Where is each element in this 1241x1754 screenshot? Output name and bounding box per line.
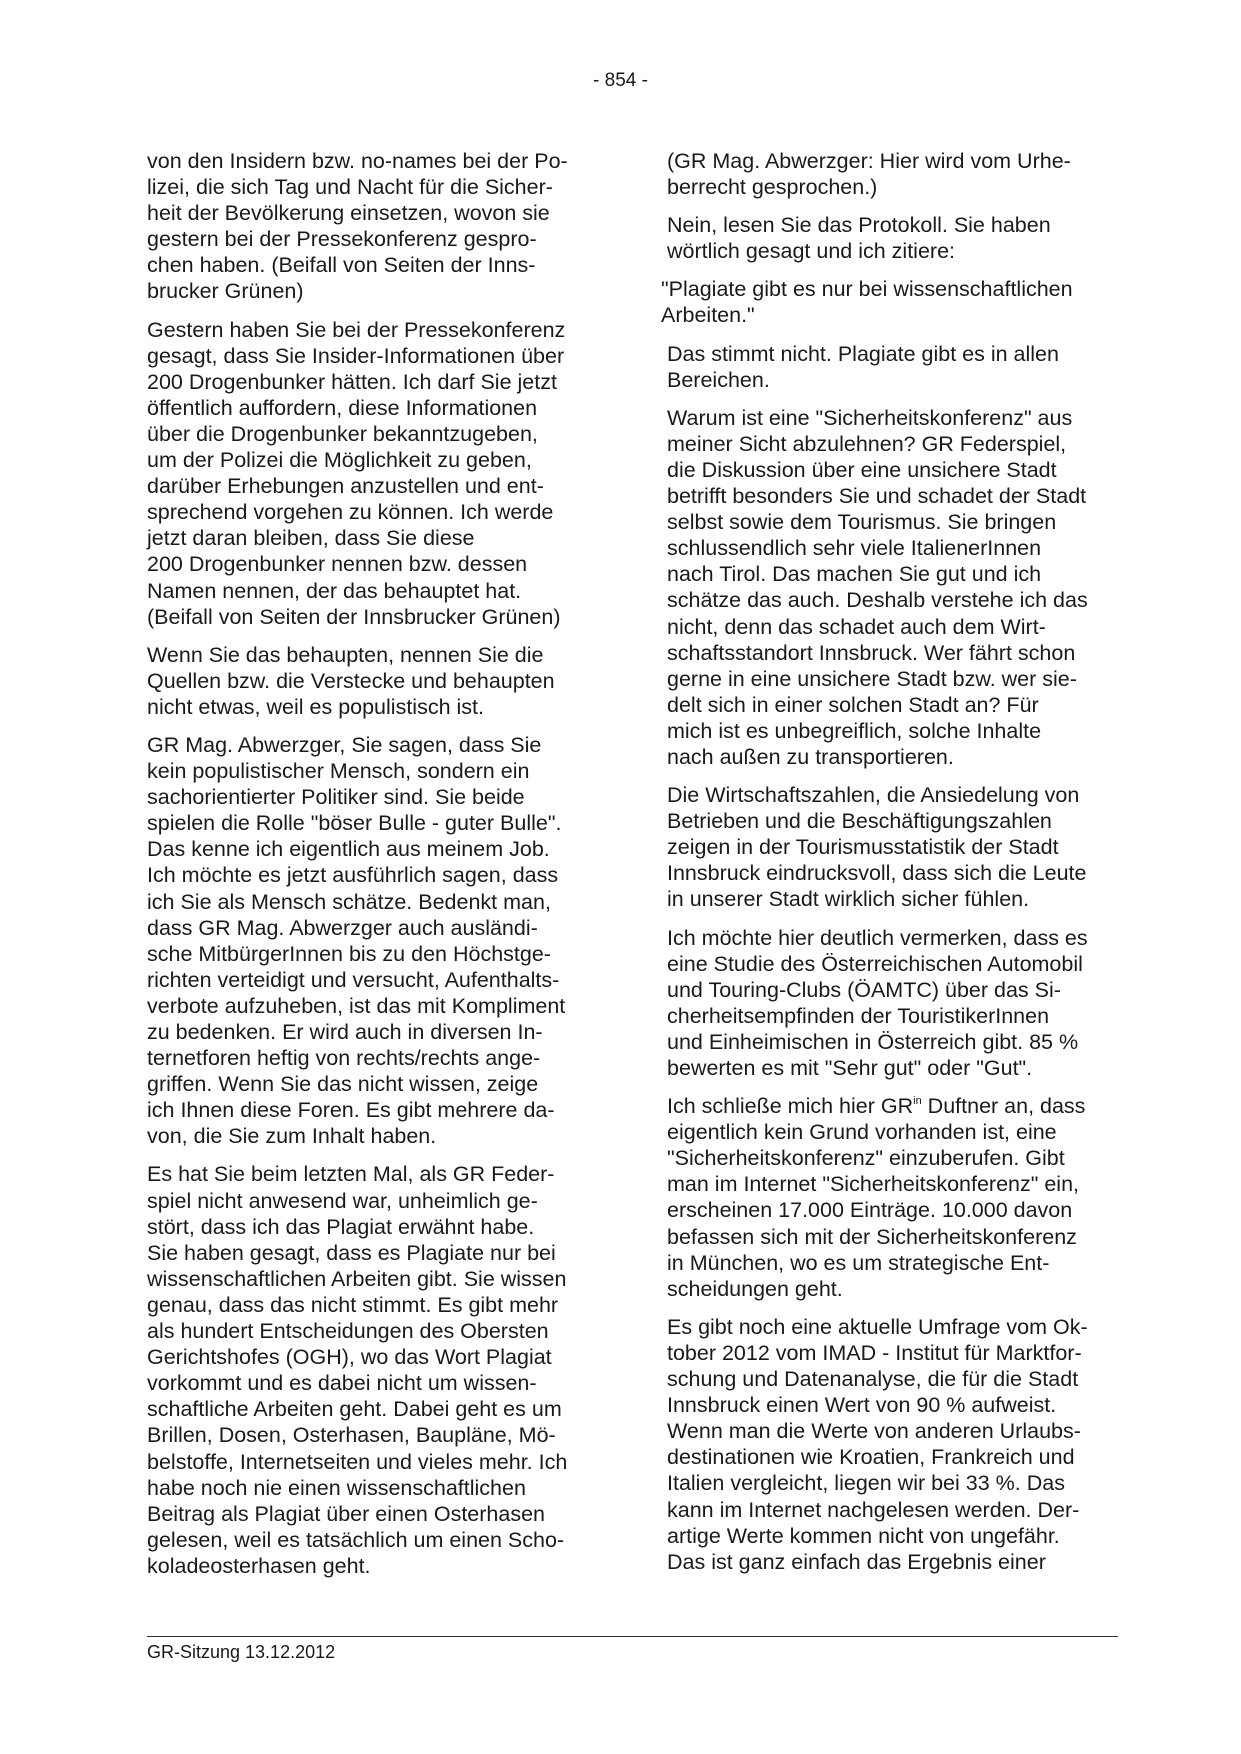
paragraph: Die Wirtschaftszahlen, die Ansiedelung von Betrieben und die Beschäftigungszahlen zeigen in der Tourismusstatistik der Stadt Innsbruck eindrucksvoll, dass sich die Leute in unserer Stadt wirklich sicher fühlen. [667, 783, 1087, 912]
quotation: "Plagiate gibt es nur bei wissenschaftlichen Arbeiten." [661, 277, 1073, 328]
paragraph [667, 1093, 1119, 1302]
page-number: - 854 - [593, 70, 648, 91]
paragraph: Es gibt noch eine aktuelle Umfrage vom Ok- tober 2012 vom IMAD - Institut für Marktfor- schung und Datenanalyse, die für die Stadt Innsbruck einen Wert von 90 % aufweist. Wenn man die Werte von anderen Urlaubs- destinationen wie Kroatien, Frankreich und Italien vergleicht, liegen wir bei 33 %. Das kann im Internet nachgelesen werden. Der- artige Werte kommen nicht von ungefähr. Das ist ganz einfach das Ergebnis einer [667, 1314, 1088, 1574]
interjection: (GR Mag. Abwerzger: Hier wird vom Urhe- berrecht gesprochen.) [667, 149, 1071, 200]
superscript: in [913, 1095, 922, 1108]
footer-divider [147, 1636, 1118, 1637]
paragraph: Ich möchte hier deutlich vermerken, dass es eine Studie des Österreichischen Automobil und Touring-Clubs (ÖAMTC) über das Si- cherheitsempfinden der TouristikerInnen und Einheimischen in Österreich gibt. 85 % bewerten es mit "Sehr gut" oder "Gut". [667, 925, 1088, 1080]
paragraph: Es hat Sie beim letzten Mal, als GR Feder- spiel nicht anwesend war, unheimlich ge- stört, dass ich das Plagiat erwähnt habe. Sie haben gesagt, dass es Plagiate nur bei wissenschaftlichen Arbeiten gibt. Sie wissen genau, dass das nicht stimmt. Es gibt mehr als hundert Entscheidungen des Obersten Gerichtshofes (OGH), wo das Wort Plagiat vorkommt und es dabei nicht um wissen- schaftliche Arbeiten geht. Dabei geht es um Brillen, Dosen, Osterhasen, Baupläne, Mö- belstoffe, Internetseiten und vieles mehr. Ich habe noch nie einen wissenschaftlichen Beitrag als Plagiat über einen Osterhasen gelesen, weil es tatsächlich um einen Scho- koladeosterhasen geht. [147, 1162, 568, 1578]
paragraph: Nein, lesen Sie das Protokoll. Sie haben wörtlich gesagt und ich zitiere: [667, 213, 1051, 264]
paragraph: Das stimmt nicht. Plagiate gibt es in allen Bereichen. [667, 341, 1059, 392]
paragraph-text: Duftner an, dass eigentlich kein Grund vorhanden ist, eine "Sicherheitskonferenz" einzuberufen. Gibt man im Internet "Sicherheitskonferenz" ein, erscheinen 17.000 Einträge. 10.000 davon befassen sich mit der Sicherheitskonferenz in München, wo es um strategische Ent- scheidungen geht. [667, 1094, 1086, 1301]
paragraph: Gestern haben Sie bei der Pressekonferenz gesagt, dass Sie Insider-Informationen über 200 Drogenbunker hätten. Ich darf Sie jetzt öffentlich auffordern, diese Informationen über die Drogenbunker bekanntzugeben, um der Polizei die Möglichkeit zu geben, darüber Erhebungen anzustellen und ent- sprechend vorgehen zu können. Ich werde jetzt daran bleiben, dass Sie diese 200 Drogenbunker nennen bzw. dessen Namen nennen, der das behauptet hat. (Beifall von Seiten der Innsbrucker Grünen) [147, 317, 566, 629]
paragraph: GR Mag. Abwerzger, Sie sagen, dass Sie kein populistischer Mensch, sondern ein sachorientierter Politiker sind. Sie beide spielen die Rolle "böser Bulle - guter Bulle". Das kenne ich eigentlich aus meinem Job. Ich möchte es jetzt ausführlich sagen, dass ich Sie als Mensch schätze. Bedenkt man, dass GR Mag. Abwerzger auch ausländi- sche MitbürgerInnen bis zu den Höchstge- richten verteidigt und versucht, Aufenthalts- verbote aufzuheben, ist das mit Kompliment zu bedenken. Er wird auch in diversen In- ternetforen heftig von rechts/rechts ange- griffen. Wenn Sie das nicht wissen, zeige ich Ihnen diese Foren. Es gibt mehrere da- von, die Sie zum Inhalt haben. [147, 732, 566, 1149]
footer-session-date: GR-Sitzung 13.12.2012 [147, 1642, 336, 1662]
left-column [147, 148, 599, 1591]
paragraph: Warum ist eine "Sicherheitskonferenz" aus meiner Sicht abzulehnen? GR Federspiel, die Diskussion über eine unsichere Stadt betrifft besonders Sie und schadet der Stadt selbst sowie dem Tourismus. Sie bringen schlussendlich sehr viele ItalienerInnen nach Tirol. Das machen Sie gut und ich schätze das auch. Deshalb verstehe ich das nicht, denn das schadet auch dem Wirt- schaftsstandort Innsbruck. Wer fährt schon gerne in eine unsichere Stadt bzw. wer sie- delt sich in einer solchen Stadt an? Für mich ist es unbegreiflich, solche Inhalte nach außen zu transportieren. [667, 405, 1088, 769]
paragraph: von den Insidern bzw. no-names bei der Po- lizei, die sich Tag und Nacht für die Sicher- heit der Bevölkerung einsetzen, wovon sie gestern bei der Pressekonferenz gespro- chen haben. (Beifall von Seiten der Inns- brucker Grünen) [147, 149, 568, 304]
paragraph-text: Ich schließe mich hier GR [667, 1094, 914, 1119]
paragraph: Wenn Sie das behaupten, nennen Sie die Quellen bzw. die Verstecke und behaupten nicht etwas, weil es populistisch ist. [147, 642, 555, 719]
right-column [661, 148, 1119, 1587]
